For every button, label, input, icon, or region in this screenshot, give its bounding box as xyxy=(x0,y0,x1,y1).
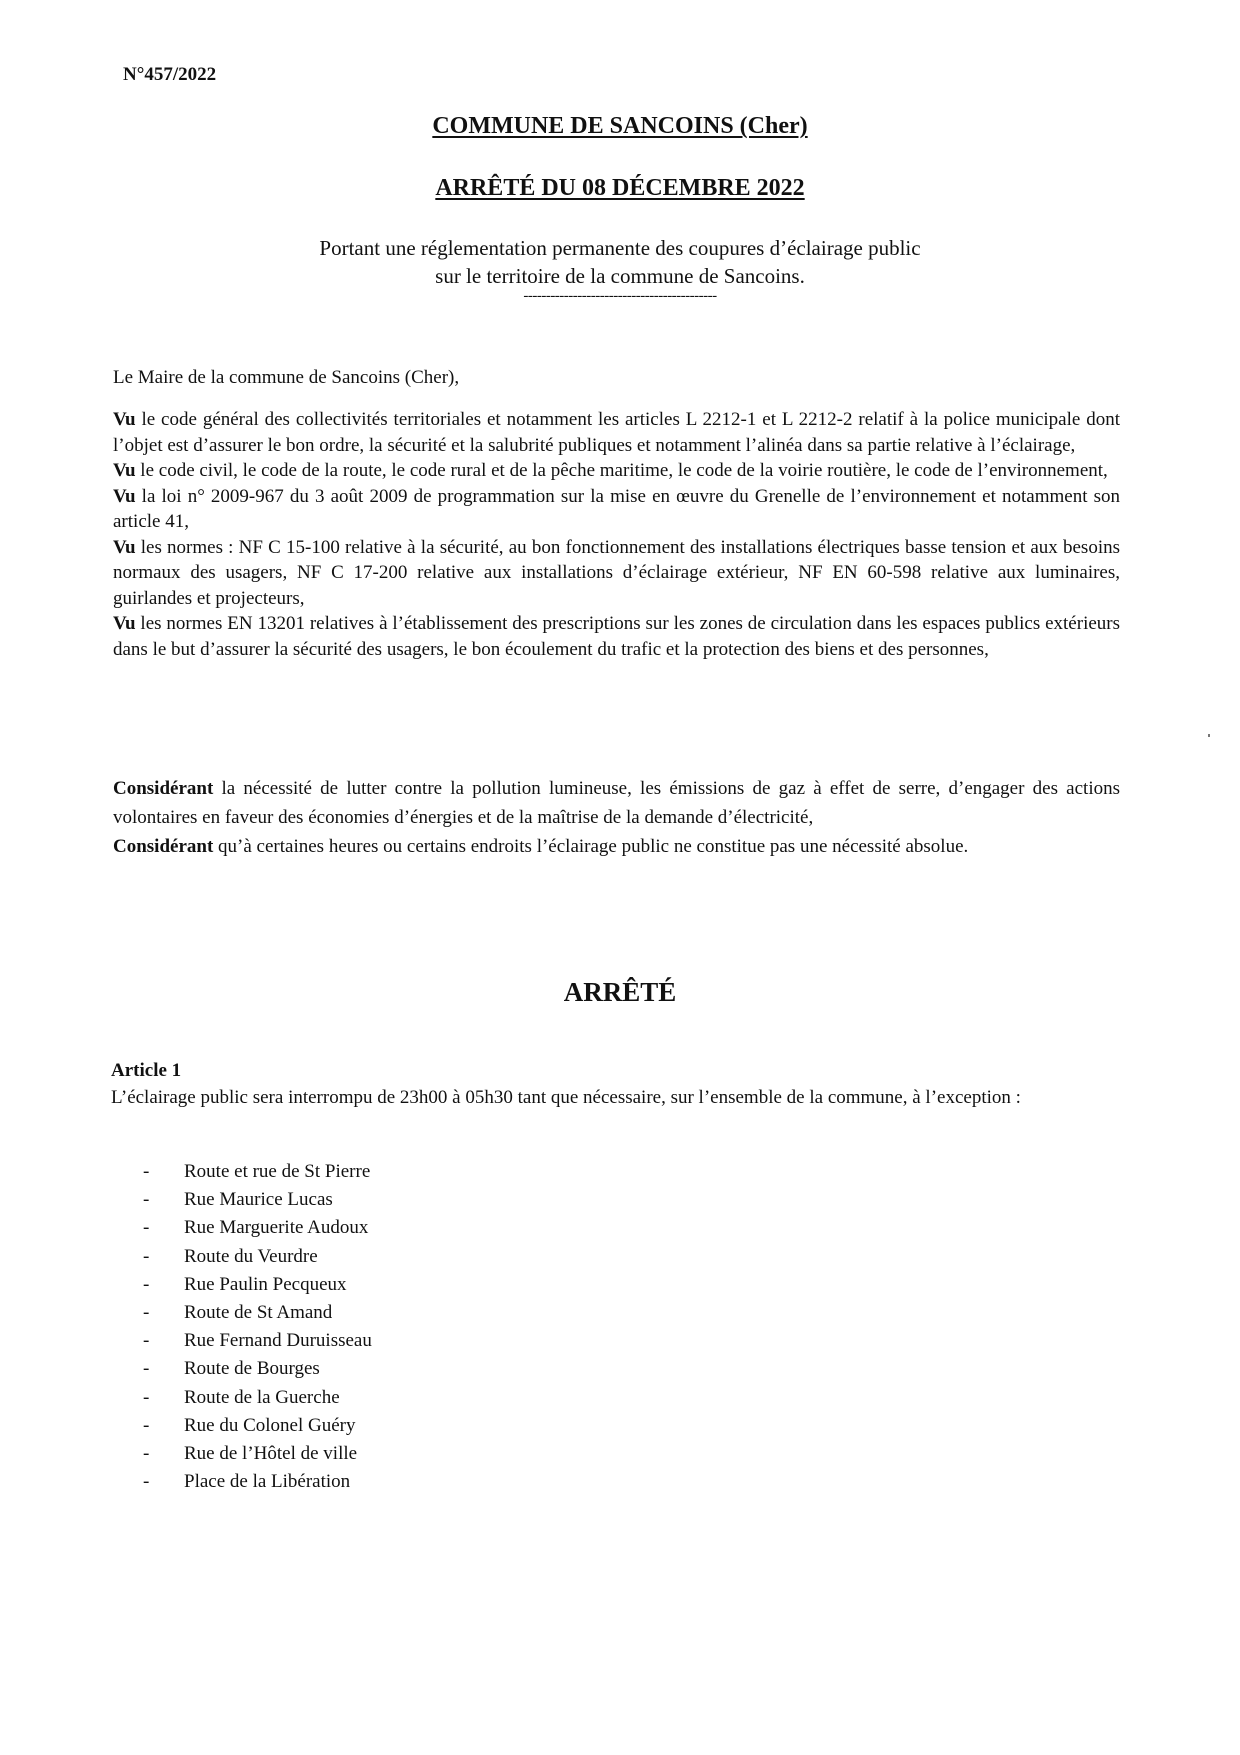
vu-text: les normes : NF C 15-100 relative à la sécurité, au bon fonctionnement des installations électriques basse tension et aux besoins normaux des usagers, NF C 17-200 relative aux installations d’éclairage extérieur, NF EN 60-598 relative aux luminaires, guirlandes et projecteurs, xyxy=(113,536,1120,609)
street-name: Route de Bourges xyxy=(184,1358,320,1380)
decree-date-title: ARRÊTÉ DU 08 DÉCEMBRE 2022 xyxy=(435,175,805,201)
list-dash: - xyxy=(143,1386,150,1408)
vu-keyword: Vu xyxy=(113,409,136,430)
vu-paragraph xyxy=(113,484,1120,535)
vu-text: la loi n° 2009-967 du 3 août 2009 de programmation sur la mise en œuvre du Grenelle de l’environnement et notamment son article 41, xyxy=(113,485,1120,532)
considerant-text: la nécessité de lutter contre la pollution lumineuse, les émissions de gaz à effet de serre, d’engager des actions volontaires en faveur des économies d’énergies et de la maîtrise de la demande d’électricité, xyxy=(113,778,1120,828)
list-dash: - xyxy=(143,1471,150,1493)
list-item xyxy=(140,1468,372,1496)
street-name: Route et rue de St Pierre xyxy=(184,1161,371,1182)
considerant-section xyxy=(113,774,1120,861)
vu-text: les normes EN 13201 relatives à l’établissement des prescriptions sur les zones de circulation dans les espaces publics extérieurs dans le but d’assurer la sécurité des usagers, le bon écoulement du trafic et la protection des biens et des personnes, xyxy=(113,613,1120,660)
vu-keyword: Vu xyxy=(113,536,136,558)
list-item xyxy=(140,1327,372,1355)
reference-number: N°457/2022 xyxy=(123,64,217,85)
considerant-text: qu’à certaines heures ou certains endroits l’éclairage public ne constitue pas une nécessité absolue. xyxy=(213,836,969,857)
mayor-intro: Le Maire de la commune de Sancoins (Cher), xyxy=(113,367,460,388)
considerant-paragraph xyxy=(113,774,1120,832)
dashed-separator: ------------------------------------------- xyxy=(523,288,717,304)
street-name: Route du Veurdre xyxy=(184,1245,318,1267)
list-dash: - xyxy=(143,1217,150,1239)
list-dash: - xyxy=(143,1414,150,1436)
street-name: Route de la Guerche xyxy=(184,1386,340,1408)
vu-paragraph xyxy=(113,407,1120,458)
list-item xyxy=(140,1299,372,1327)
vu-keyword: Vu xyxy=(113,460,136,481)
article-1-text: L’éclairage public sera interrompu de 23h00 à 05h30 tant que nécessaire, sur l’ensemble de la commune, à l’exception : xyxy=(111,1087,1021,1108)
commune-title: COMMUNE DE SANCOINS (Cher) xyxy=(432,113,808,139)
list-dash: - xyxy=(143,1301,150,1323)
street-name: Route de St Amand xyxy=(184,1301,333,1323)
list-dash: - xyxy=(143,1442,150,1464)
vu-paragraph xyxy=(113,611,1120,662)
list-item xyxy=(140,1271,372,1299)
list-item xyxy=(140,1355,372,1383)
considerant-keyword: Considérant xyxy=(113,778,214,799)
street-name: Rue Maurice Lucas xyxy=(184,1189,333,1211)
list-item xyxy=(140,1158,372,1186)
list-item xyxy=(140,1440,372,1468)
vu-keyword: Vu xyxy=(113,613,136,634)
list-dash: - xyxy=(143,1161,150,1182)
list-dash: - xyxy=(143,1330,150,1352)
street-name: Rue Marguerite Audoux xyxy=(184,1217,369,1239)
list-item xyxy=(140,1186,372,1214)
arrete-heading: ARRÊTÉ xyxy=(563,977,677,1007)
vu-text: le code civil, le code de la route, le code rural et de la pêche maritime, le code de la voirie routière, le code de l’environnement, xyxy=(135,460,1108,481)
vu-text: le code général des collectivités territoriales et notamment les articles L 2212-1 et L 2212-2 relatif à la police municipale dont l’objet est d’assurer le bon ordre, la sécurité et la salubrité publiques et notamment l’alinéa dans sa partie relative à l’éclairage, xyxy=(113,409,1120,456)
list-dash: - xyxy=(143,1273,150,1295)
list-dash: - xyxy=(143,1245,150,1267)
vu-paragraph xyxy=(113,458,1120,484)
vu-keyword: Vu xyxy=(113,485,136,507)
subtitle-line-1: Portant une réglementation permanente des coupures d’éclairage public xyxy=(319,236,921,260)
exception-street-list xyxy=(140,1158,372,1496)
list-item xyxy=(140,1412,372,1440)
subtitle-line-2: sur le territoire de la commune de Sancoins. xyxy=(435,264,805,288)
scan-margin-mark xyxy=(1208,734,1210,737)
vu-paragraph xyxy=(113,535,1120,612)
street-name: Rue Paulin Pecqueux xyxy=(184,1273,347,1295)
article-1-title: Article 1 xyxy=(111,1060,182,1081)
list-dash: - xyxy=(143,1358,150,1380)
vu-section xyxy=(113,407,1120,662)
street-name: Rue du Colonel Guéry xyxy=(184,1414,356,1436)
list-item xyxy=(140,1243,372,1271)
list-item xyxy=(140,1384,372,1412)
street-name: Rue Fernand Duruisseau xyxy=(184,1330,372,1352)
street-name: Rue de l’Hôtel de ville xyxy=(184,1442,358,1464)
considerant-paragraph xyxy=(113,832,1120,861)
list-item xyxy=(140,1214,372,1242)
considerant-keyword: Considérant xyxy=(113,836,214,857)
list-dash: - xyxy=(143,1189,150,1211)
street-name: Place de la Libération xyxy=(184,1471,351,1493)
decree-subtitle xyxy=(0,234,1240,290)
